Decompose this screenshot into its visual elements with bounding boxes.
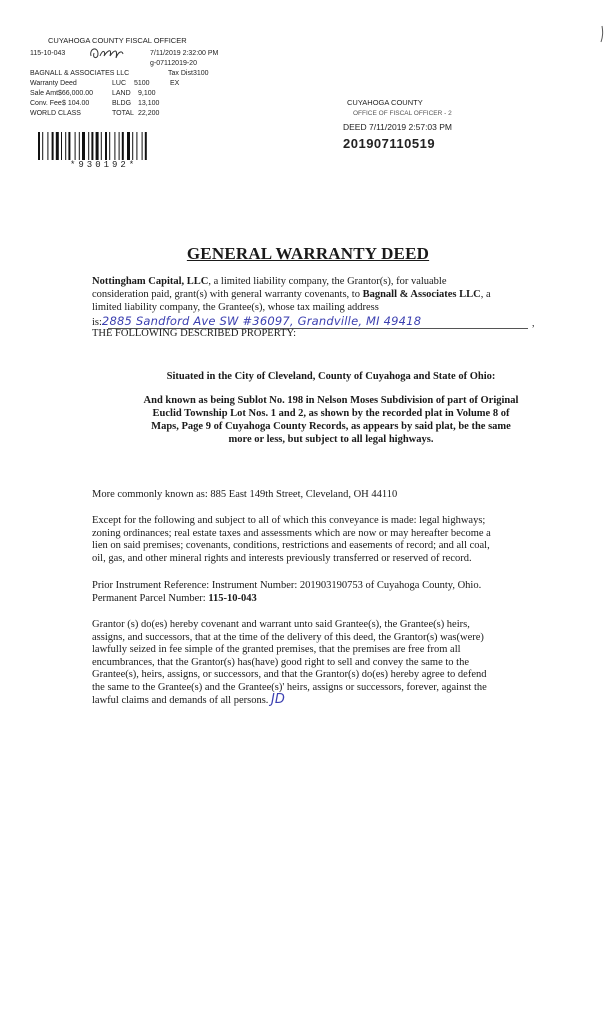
barcode-bar bbox=[65, 132, 66, 160]
permanent-parcel-line bbox=[92, 593, 532, 606]
except-line: Except for the following and subject to all of which this conveyance is made: legal highways; bbox=[92, 515, 486, 526]
barcode-bar bbox=[119, 132, 120, 160]
luc-label: LUC bbox=[112, 80, 127, 87]
legal-line: more or less, but subject to all legal highways. bbox=[228, 434, 434, 445]
auditor-datetime: 7/11/2019 2:32:00 PM bbox=[150, 50, 219, 57]
barcode-bar bbox=[96, 132, 99, 160]
situated-line: Situated in the City of Cleveland, County of Cuyahoga and State of Ohio: bbox=[166, 371, 496, 382]
total-value: 22,200 bbox=[138, 110, 160, 117]
total-label: TOTAL bbox=[112, 110, 134, 117]
sale-amt-label: Sale Amt bbox=[30, 90, 59, 97]
bldg-value: 13,100 bbox=[138, 100, 160, 107]
barcode-image bbox=[38, 132, 188, 160]
land-label: LAND bbox=[112, 90, 131, 97]
covenant-line: Grantor (s) do(es) hereby covenant and warrant unto said Grantee(s), the Grantee(s) heirs, bbox=[92, 619, 470, 630]
sale-amt-value: $66,000.00 bbox=[58, 90, 94, 97]
barcode-bar bbox=[56, 132, 59, 160]
barcode-bar bbox=[145, 132, 147, 160]
covenant-line: lawfully seized in fee simple of the granted premises, that the premises are free from all bbox=[92, 644, 461, 655]
tax-dist-value: 3100 bbox=[193, 70, 209, 77]
grantee-name: Bagnall & Associates LLC bbox=[362, 289, 481, 300]
grantor-name: Nottingham Capital, LLC bbox=[92, 276, 209, 287]
auditor-stamp bbox=[30, 36, 250, 171]
property-heading: THE FOLLOWING DESCRIBED PROPERTY: bbox=[92, 328, 297, 339]
intro-line-2: consideration paid, grant(s) with general warranty covenants, to Bagnall & Associates LLC, a bbox=[92, 289, 491, 300]
except-line: zoning ordinances; real estate taxes and assessments which are now or may hereafter become a bbox=[92, 527, 491, 539]
barcode-bar bbox=[38, 132, 40, 160]
ppn-value: 115-10-043 bbox=[208, 593, 257, 604]
handwritten-initials: JD bbox=[271, 692, 285, 707]
legal-description bbox=[128, 394, 534, 446]
barcode-number: *930192* bbox=[70, 160, 138, 170]
land-value: 9,100 bbox=[138, 90, 156, 97]
barcode-bar bbox=[68, 132, 70, 160]
intro-line-3: limited liability company, the Grantee(s), whose tax mailing address bbox=[92, 302, 379, 313]
document-title: GENERAL WARRANTY DEED bbox=[186, 244, 430, 263]
except-line: lien on said premises; covenants, conditions, restrictions and easements of record; and all coal, bbox=[92, 540, 490, 551]
intro-line-1-rest: , a limited liability company, the Grantor(s), for valuable bbox=[208, 276, 447, 287]
auditor-grantee: BAGNALL & ASSOCIATES LLC bbox=[30, 70, 130, 77]
prior-instrument: Prior Instrument Reference: Instrument Number: 201903190753 of Cuyahoga County, Ohio. bbox=[92, 580, 482, 591]
recorder-county: CUYAHOGA COUNTY bbox=[347, 98, 423, 107]
ppn-label: Permanent Parcel Number: bbox=[92, 593, 206, 604]
conv-fee-label: Conv. Fee bbox=[30, 100, 62, 107]
barcode-bar bbox=[82, 132, 85, 160]
tax-dist-label: Tax Dist bbox=[168, 70, 193, 77]
barcode-bar bbox=[42, 132, 43, 160]
barcode-bar bbox=[114, 132, 115, 160]
deed-type: Warranty Deed bbox=[30, 80, 77, 87]
barcode-bar bbox=[132, 132, 133, 160]
intro-line-1 bbox=[92, 276, 532, 289]
barcode-bar bbox=[61, 132, 62, 160]
commonly-known: More commonly known as: 885 East 149th Street, Cleveland, OH 44110 bbox=[92, 489, 398, 500]
covenant-line: assigns, and successors, that at the time of the delivery of this deed, the Grantor(s) was(were) bbox=[92, 631, 484, 643]
legal-line: Maps, Page 9 of Cuyahoga County Records, as appears by said plat, be the same bbox=[151, 421, 511, 432]
barcode-bar bbox=[105, 132, 107, 160]
world-class: WORLD CLASS bbox=[30, 110, 81, 117]
conv-fee-value: $ 104.00 bbox=[62, 100, 90, 107]
covenant-last-text: lawful claims and demands of all persons. bbox=[92, 695, 269, 706]
auditor-office: CUYAHOGA COUNTY FISCAL OFFICER bbox=[48, 36, 187, 45]
recorder-deed-line: DEED 7/11/2019 2:57:03 PM bbox=[343, 122, 452, 132]
barcode-bar bbox=[79, 132, 80, 160]
luc-value: 5100 bbox=[134, 80, 150, 87]
barcode-bar bbox=[142, 132, 143, 160]
barcode-bar bbox=[109, 132, 110, 160]
except-paragraph bbox=[92, 515, 532, 565]
signature-mark bbox=[88, 44, 126, 62]
covenant-paragraph bbox=[92, 619, 532, 708]
barcode-bar bbox=[88, 132, 89, 160]
covenant-line: Grantee(s), heirs, assigns, or successors, and that the Grantor(s) do(es) hereby agree to defend bbox=[92, 669, 487, 680]
barcode-bar bbox=[91, 132, 93, 160]
legal-line: And known as being Sublot No. 198 in Nelson Moses Subdivision of part of Original bbox=[143, 395, 519, 406]
ex-label: EX bbox=[170, 80, 180, 87]
auditor-parcel: 115-10-043 bbox=[30, 50, 66, 57]
barcode-bar bbox=[101, 132, 102, 160]
handwritten-address: 2885 Sandford Ave SW #36097, Grandville, MI 49418 bbox=[101, 314, 422, 328]
auditor-receipt: g-07112019-20 bbox=[150, 60, 197, 67]
barcode-bar bbox=[47, 132, 48, 160]
address-prefix: is: bbox=[92, 317, 102, 328]
recorder-stamp bbox=[343, 96, 543, 166]
legal-line: Euclid Township Lot Nos. 1 and 2, as shown by the recorded plat in Volume 8 of bbox=[152, 408, 510, 419]
covenant-line: the same to the Grantee(s) and the Grantee(s)' heirs, assigns or successors, forever, against the bbox=[92, 681, 487, 693]
covenant-line bbox=[92, 694, 532, 708]
recorder-instrument-number: 201907110519 bbox=[343, 136, 436, 151]
covenant-line: encumbrances, that the Grantor(s) has(have) good right to sell and convey the same to the bbox=[92, 656, 470, 668]
barcode-bar bbox=[136, 132, 137, 160]
barcode-bar bbox=[75, 132, 76, 160]
margin-mark bbox=[598, 24, 606, 44]
address-comma: , bbox=[532, 318, 535, 329]
bldg-label: BLDG bbox=[112, 100, 132, 107]
barcode-bar bbox=[127, 132, 130, 160]
intro-paragraph bbox=[92, 276, 532, 289]
recorder-office: OFFICE OF FISCAL OFFICER - 2 bbox=[353, 110, 452, 117]
except-line: oil, gas, and other mineral rights and interests previously transferred or reserved of record. bbox=[92, 552, 472, 564]
barcode-bar bbox=[52, 132, 54, 160]
barcode-bar bbox=[122, 132, 124, 160]
